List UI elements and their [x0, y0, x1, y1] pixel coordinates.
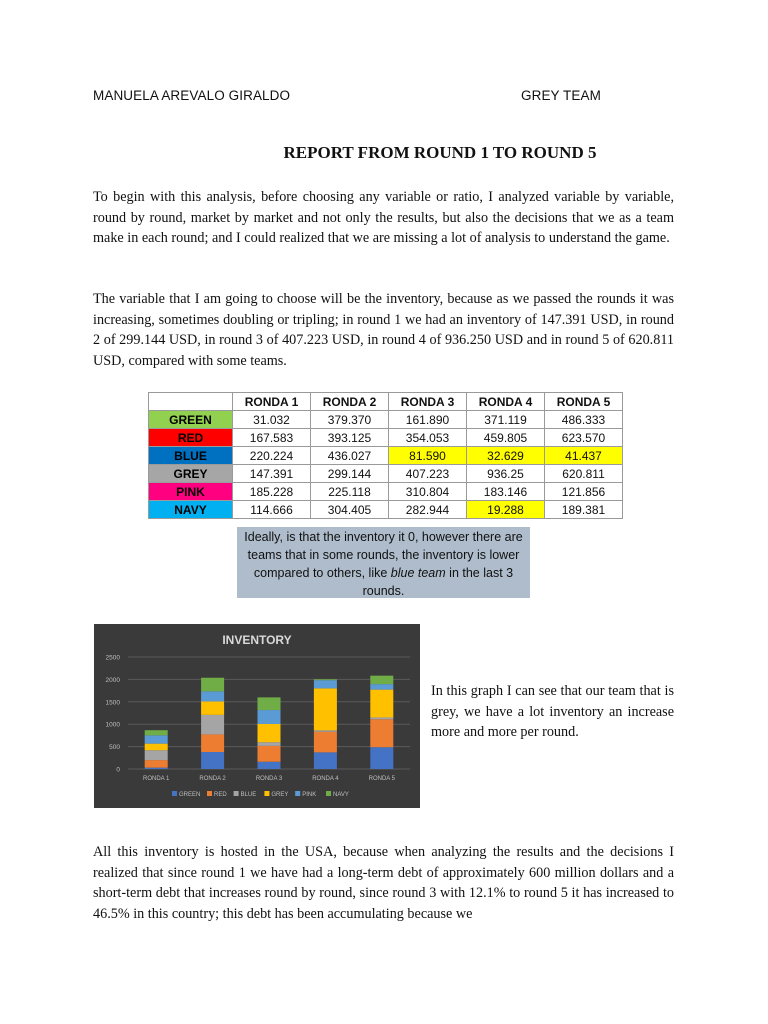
- table-cell: 189.381: [545, 501, 623, 519]
- inventory-table: [148, 392, 623, 519]
- table-cell: 185.228: [233, 483, 311, 501]
- table-row: [149, 501, 623, 519]
- chart-title: INVENTORY: [222, 633, 292, 647]
- bar-segment-green: [201, 752, 224, 769]
- bar-segment-pink: [201, 691, 224, 701]
- x-tick-label: RONDA 1: [143, 776, 170, 782]
- table-header-cell: RONDA 1: [233, 393, 311, 411]
- bar-segment-grey: [258, 724, 281, 742]
- table-cell: 407.223: [389, 465, 467, 483]
- paragraph-graph-comment: In this graph I can see that our team that is grey, we have a lot inventory an increase more and more per round.: [431, 683, 674, 740]
- y-tick-label: 2000: [105, 676, 120, 684]
- y-tick-label: 500: [109, 744, 120, 752]
- author-name: MANUELA AREVALO GIRALDO: [93, 88, 291, 103]
- table-header-cell: RONDA 5: [545, 393, 623, 411]
- bar-segment-red: [314, 732, 337, 753]
- table-cell: 81.590: [389, 447, 467, 465]
- bar-segment-pink: [370, 684, 393, 689]
- legend-label: BLUE: [240, 792, 257, 798]
- table-cell: 167.583: [233, 429, 311, 447]
- bar-segment-blue: [201, 715, 224, 735]
- x-tick-label: RONDA 5: [368, 776, 395, 782]
- table-cell: 31.032: [233, 411, 311, 429]
- legend-swatch-blue: [234, 791, 239, 796]
- bar-segment-navy: [370, 676, 393, 684]
- legend-label: GREEN: [179, 792, 201, 798]
- table-header-cell: RONDA 4: [467, 393, 545, 411]
- table-header-row: [149, 393, 623, 411]
- table-cell: 147.391: [233, 465, 311, 483]
- legend-swatch-red: [207, 791, 212, 796]
- table-cell: 299.144: [311, 465, 389, 483]
- bar-segment-blue: [314, 730, 337, 731]
- y-tick-label: 1500: [105, 699, 120, 707]
- bar-segment-pink: [314, 680, 337, 688]
- bar-segment-green: [145, 768, 168, 769]
- legend-swatch-pink: [295, 791, 300, 796]
- table-row: [149, 429, 623, 447]
- table-cell: 225.118: [311, 483, 389, 501]
- table-cell: 436.027: [311, 447, 389, 465]
- table-row: [149, 447, 623, 465]
- team-name-cell: NAVY: [149, 501, 233, 519]
- team-name-cell: GREY: [149, 465, 233, 483]
- note-text: Ideally, is that the inventory it 0, however there are teams that in some rounds, the inventory is lower compared to others, like: [244, 530, 523, 580]
- inventory-chart: [94, 624, 420, 808]
- legend-label: NAVY: [333, 792, 349, 798]
- table-cell: 41.437: [545, 447, 623, 465]
- legend-swatch-green: [172, 791, 177, 796]
- bar-segment-navy: [314, 679, 337, 680]
- bar-segment-green: [370, 747, 393, 769]
- table-cell: 220.224: [233, 447, 311, 465]
- table-header-cell: RONDA 2: [311, 393, 389, 411]
- bar-segment-red: [258, 746, 281, 762]
- table-row: [149, 483, 623, 501]
- y-tick-label: 2500: [105, 654, 120, 662]
- note-italic-text: blue team: [390, 566, 446, 580]
- inventory-note: [237, 527, 530, 598]
- team-name-cell: RED: [149, 429, 233, 447]
- bar-segment-grey: [145, 744, 168, 751]
- table-cell: 19.288: [467, 501, 545, 519]
- table-cell: 393.125: [311, 429, 389, 447]
- table-cell: 282.944: [389, 501, 467, 519]
- bar-segment-green: [258, 762, 281, 769]
- bar-segment-grey: [201, 701, 224, 714]
- team-name-cell: BLUE: [149, 447, 233, 465]
- paragraph-intro: To begin with this analysis, before choosing any variable or ratio, I analyzed variable by variable, round by round, market by market and not only the results, but also the decisions that we as a team make in each round; and I could realized that we are missing a lot of analysis to understand the game.: [93, 189, 674, 246]
- table-cell: 371.119: [467, 411, 545, 429]
- table-cell: 354.053: [389, 429, 467, 447]
- table-cell: 121.856: [545, 483, 623, 501]
- y-tick-label: 0: [116, 766, 120, 774]
- bar-segment-blue: [145, 750, 168, 760]
- table-cell: 379.370: [311, 411, 389, 429]
- table-cell: 304.405: [311, 501, 389, 519]
- bar-segment-red: [370, 719, 393, 747]
- bar-segment-navy: [201, 678, 224, 692]
- table-cell: 486.333: [545, 411, 623, 429]
- table-cell: 183.146: [467, 483, 545, 501]
- bar-segment-navy: [258, 697, 281, 710]
- bar-segment-blue: [370, 717, 393, 719]
- legend-label: PINK: [302, 792, 317, 798]
- x-tick-label: RONDA 3: [255, 776, 283, 782]
- legend-swatch-grey: [264, 791, 269, 796]
- bar-segment-navy: [145, 730, 168, 735]
- table-cell: 936.25: [467, 465, 545, 483]
- bar-segment-grey: [314, 688, 337, 730]
- table-cell: 310.804: [389, 483, 467, 501]
- legend-label: GREY: [271, 792, 289, 798]
- paragraph-usa: All this inventory is hosted in the USA, because when analyzing the results and the decisions I realized that since round 1 we have had a long-term debt of approximately 600 million dollars and a short-term debt that increases round by round, since round 3 with 12.1% to round 5 it has increased to 46.5% in this country; this debt has been accumulating because we: [93, 844, 674, 922]
- bar-segment-red: [201, 734, 224, 752]
- team-name: GREY TEAM: [521, 88, 601, 103]
- table-cell: 623.570: [545, 429, 623, 447]
- report-title: REPORT FROM ROUND 1 TO ROUND 5: [283, 143, 597, 162]
- bar-segment-pink: [258, 710, 281, 724]
- team-name-cell: PINK: [149, 483, 233, 501]
- bar-segment-grey: [370, 690, 393, 718]
- bar-segment-green: [314, 752, 337, 769]
- table-row: [149, 411, 623, 429]
- bar-segment-pink: [145, 735, 168, 743]
- table-row: [149, 465, 623, 483]
- bar-segment-blue: [258, 742, 281, 746]
- table-cell: 620.811: [545, 465, 623, 483]
- table-header-cell: [149, 393, 233, 411]
- x-tick-label: RONDA 4: [312, 776, 339, 782]
- table-header-cell: RONDA 3: [389, 393, 467, 411]
- paragraph-inventory: The variable that I am going to choose will be the inventory, because as we passed the rounds it was increasing, sometimes doubling or tripling; in round 1 we had an inventory of 147.391 USD, in round 2 of 299.144 USD, in round 3 of 407.223 USD, in round 4 of 936.250 USD and in round 5 of 620.811 USD, compared with some teams.: [93, 291, 674, 369]
- note-text-end: in the last 3 rounds.: [362, 566, 514, 598]
- table-cell: 459.805: [467, 429, 545, 447]
- bar-segment-red: [145, 760, 168, 768]
- x-tick-label: RONDA 2: [199, 776, 226, 782]
- y-tick-label: 1000: [105, 721, 120, 729]
- legend-swatch-navy: [326, 791, 331, 796]
- table-cell: 114.666: [233, 501, 311, 519]
- table-cell: 161.890: [389, 411, 467, 429]
- legend-label: RED: [214, 792, 227, 798]
- team-name-cell: GREEN: [149, 411, 233, 429]
- inventory-chart-svg: [94, 624, 420, 808]
- table-cell: 32.629: [467, 447, 545, 465]
